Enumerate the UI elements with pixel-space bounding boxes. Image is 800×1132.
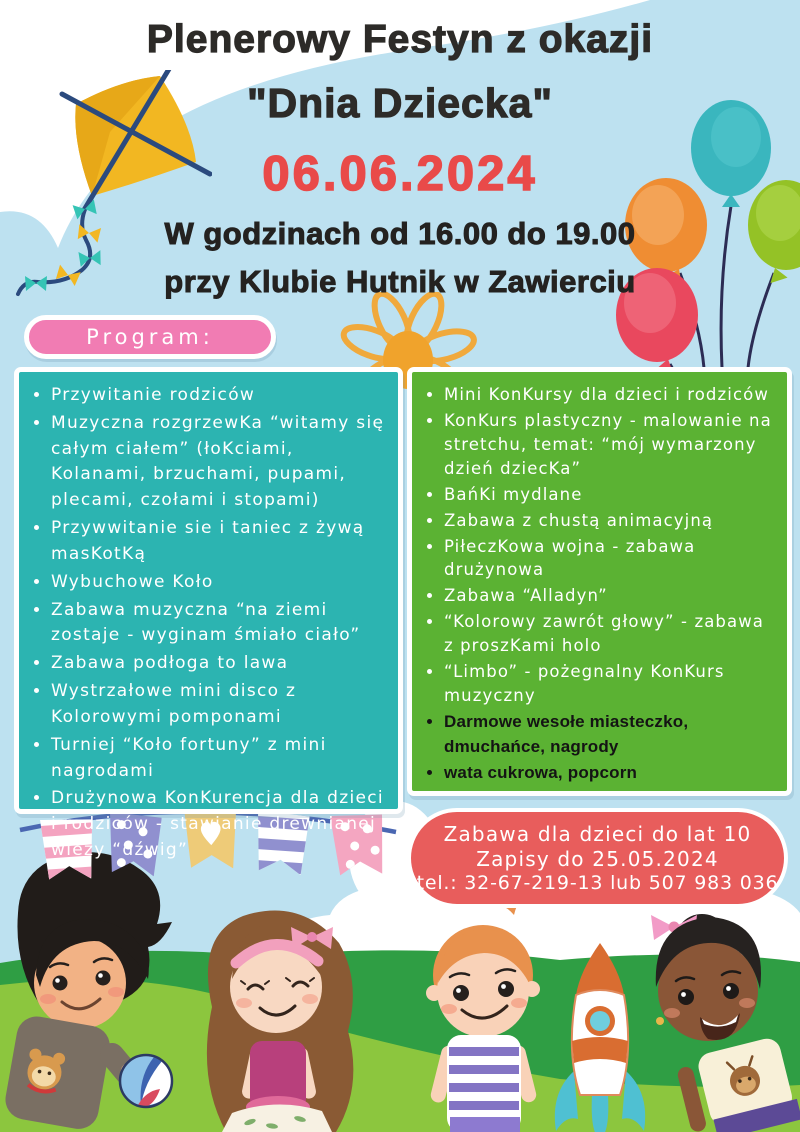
program-item: • BańKi mydlane bbox=[444, 483, 779, 507]
info-line-signup: Zapisy do 25.05.2024 bbox=[476, 847, 719, 871]
info-line-age: Zabawa dla dzieci do lat 10 bbox=[443, 822, 752, 846]
program-item: • KonKurs plastyczny - malowanie na stretchu, temat: “mój wymarzony dzień dziecKa” bbox=[444, 409, 779, 481]
child-girl-brown-hair bbox=[207, 910, 353, 1132]
program-item: • PiłeczKowa wojna - zabawa drużynowa bbox=[444, 535, 779, 583]
program-item: • Zabawa podłoga to lawa bbox=[51, 651, 390, 677]
page-title-line2: "Dnia Dziecka" bbox=[247, 80, 553, 126]
program-badge bbox=[24, 315, 276, 359]
program-item: • Darmowe wesołe miasteczko, dmuchańce, nagrody bbox=[444, 710, 779, 759]
program-item: • Przywwitanie sie i taniec z żywą masKotKą bbox=[51, 516, 390, 568]
program-list-left bbox=[25, 383, 390, 864]
info-line-phone: tel.: 32-67-219-13 lub 507 983 036 bbox=[416, 872, 779, 894]
info-box bbox=[407, 808, 788, 908]
program-item: • Mini KonKursy dla dzieci i rodziców bbox=[444, 383, 779, 407]
program-item: • Drużynowa KonKurencja dla dzieci i rodziców - stawianie drewnianej wieży “dźwig” bbox=[51, 786, 390, 863]
program-item: • “Kolorowy zawrót głowy” - zabawa z proszKami holo bbox=[444, 610, 779, 658]
program-badge-label: Program: bbox=[86, 325, 214, 349]
program-item: • Zabawa muzyczna “na ziemi zostaje - wyginam śmiało ciało” bbox=[51, 598, 390, 650]
program-item: • Turniej “Koło fortuny” z mini nagrodami bbox=[51, 733, 390, 785]
page-title-line1: Plenerowy Festyn z okazji bbox=[146, 18, 654, 61]
program-box-left bbox=[14, 367, 403, 861]
program-item: • Wybuchowe Koło bbox=[51, 570, 390, 596]
program-item: • Wystrzałowe mini disco z Kolorowymi pomponami bbox=[51, 679, 390, 731]
event-location: przy Klubie Hutnik w Zawierciu bbox=[164, 264, 636, 299]
program-item: • Przywitanie rodziców bbox=[51, 383, 390, 409]
program-item: • “Limbo” - pożegnalny KonKurs muzyczny bbox=[444, 660, 779, 708]
event-time: W godzinach od 16.00 do 19.00 bbox=[164, 216, 636, 251]
program-item: • wata cukrowa, popcorn bbox=[444, 761, 779, 786]
program-box-right bbox=[407, 367, 792, 796]
program-item: • Zabawa z chustą animacyjną bbox=[444, 509, 779, 533]
event-date: 06.06.2024 bbox=[262, 147, 538, 201]
program-item: • Zabawa “Alladyn” bbox=[444, 584, 779, 608]
program-list-right bbox=[418, 383, 779, 786]
beach-ball-icon bbox=[120, 1055, 172, 1107]
program-item: • Muzyczna rozgrzewKa “witamy się całym ciałem” (łoKciami, Kolanami, brzuchami, pupami, plecami, czołami i stopami) bbox=[51, 411, 390, 514]
